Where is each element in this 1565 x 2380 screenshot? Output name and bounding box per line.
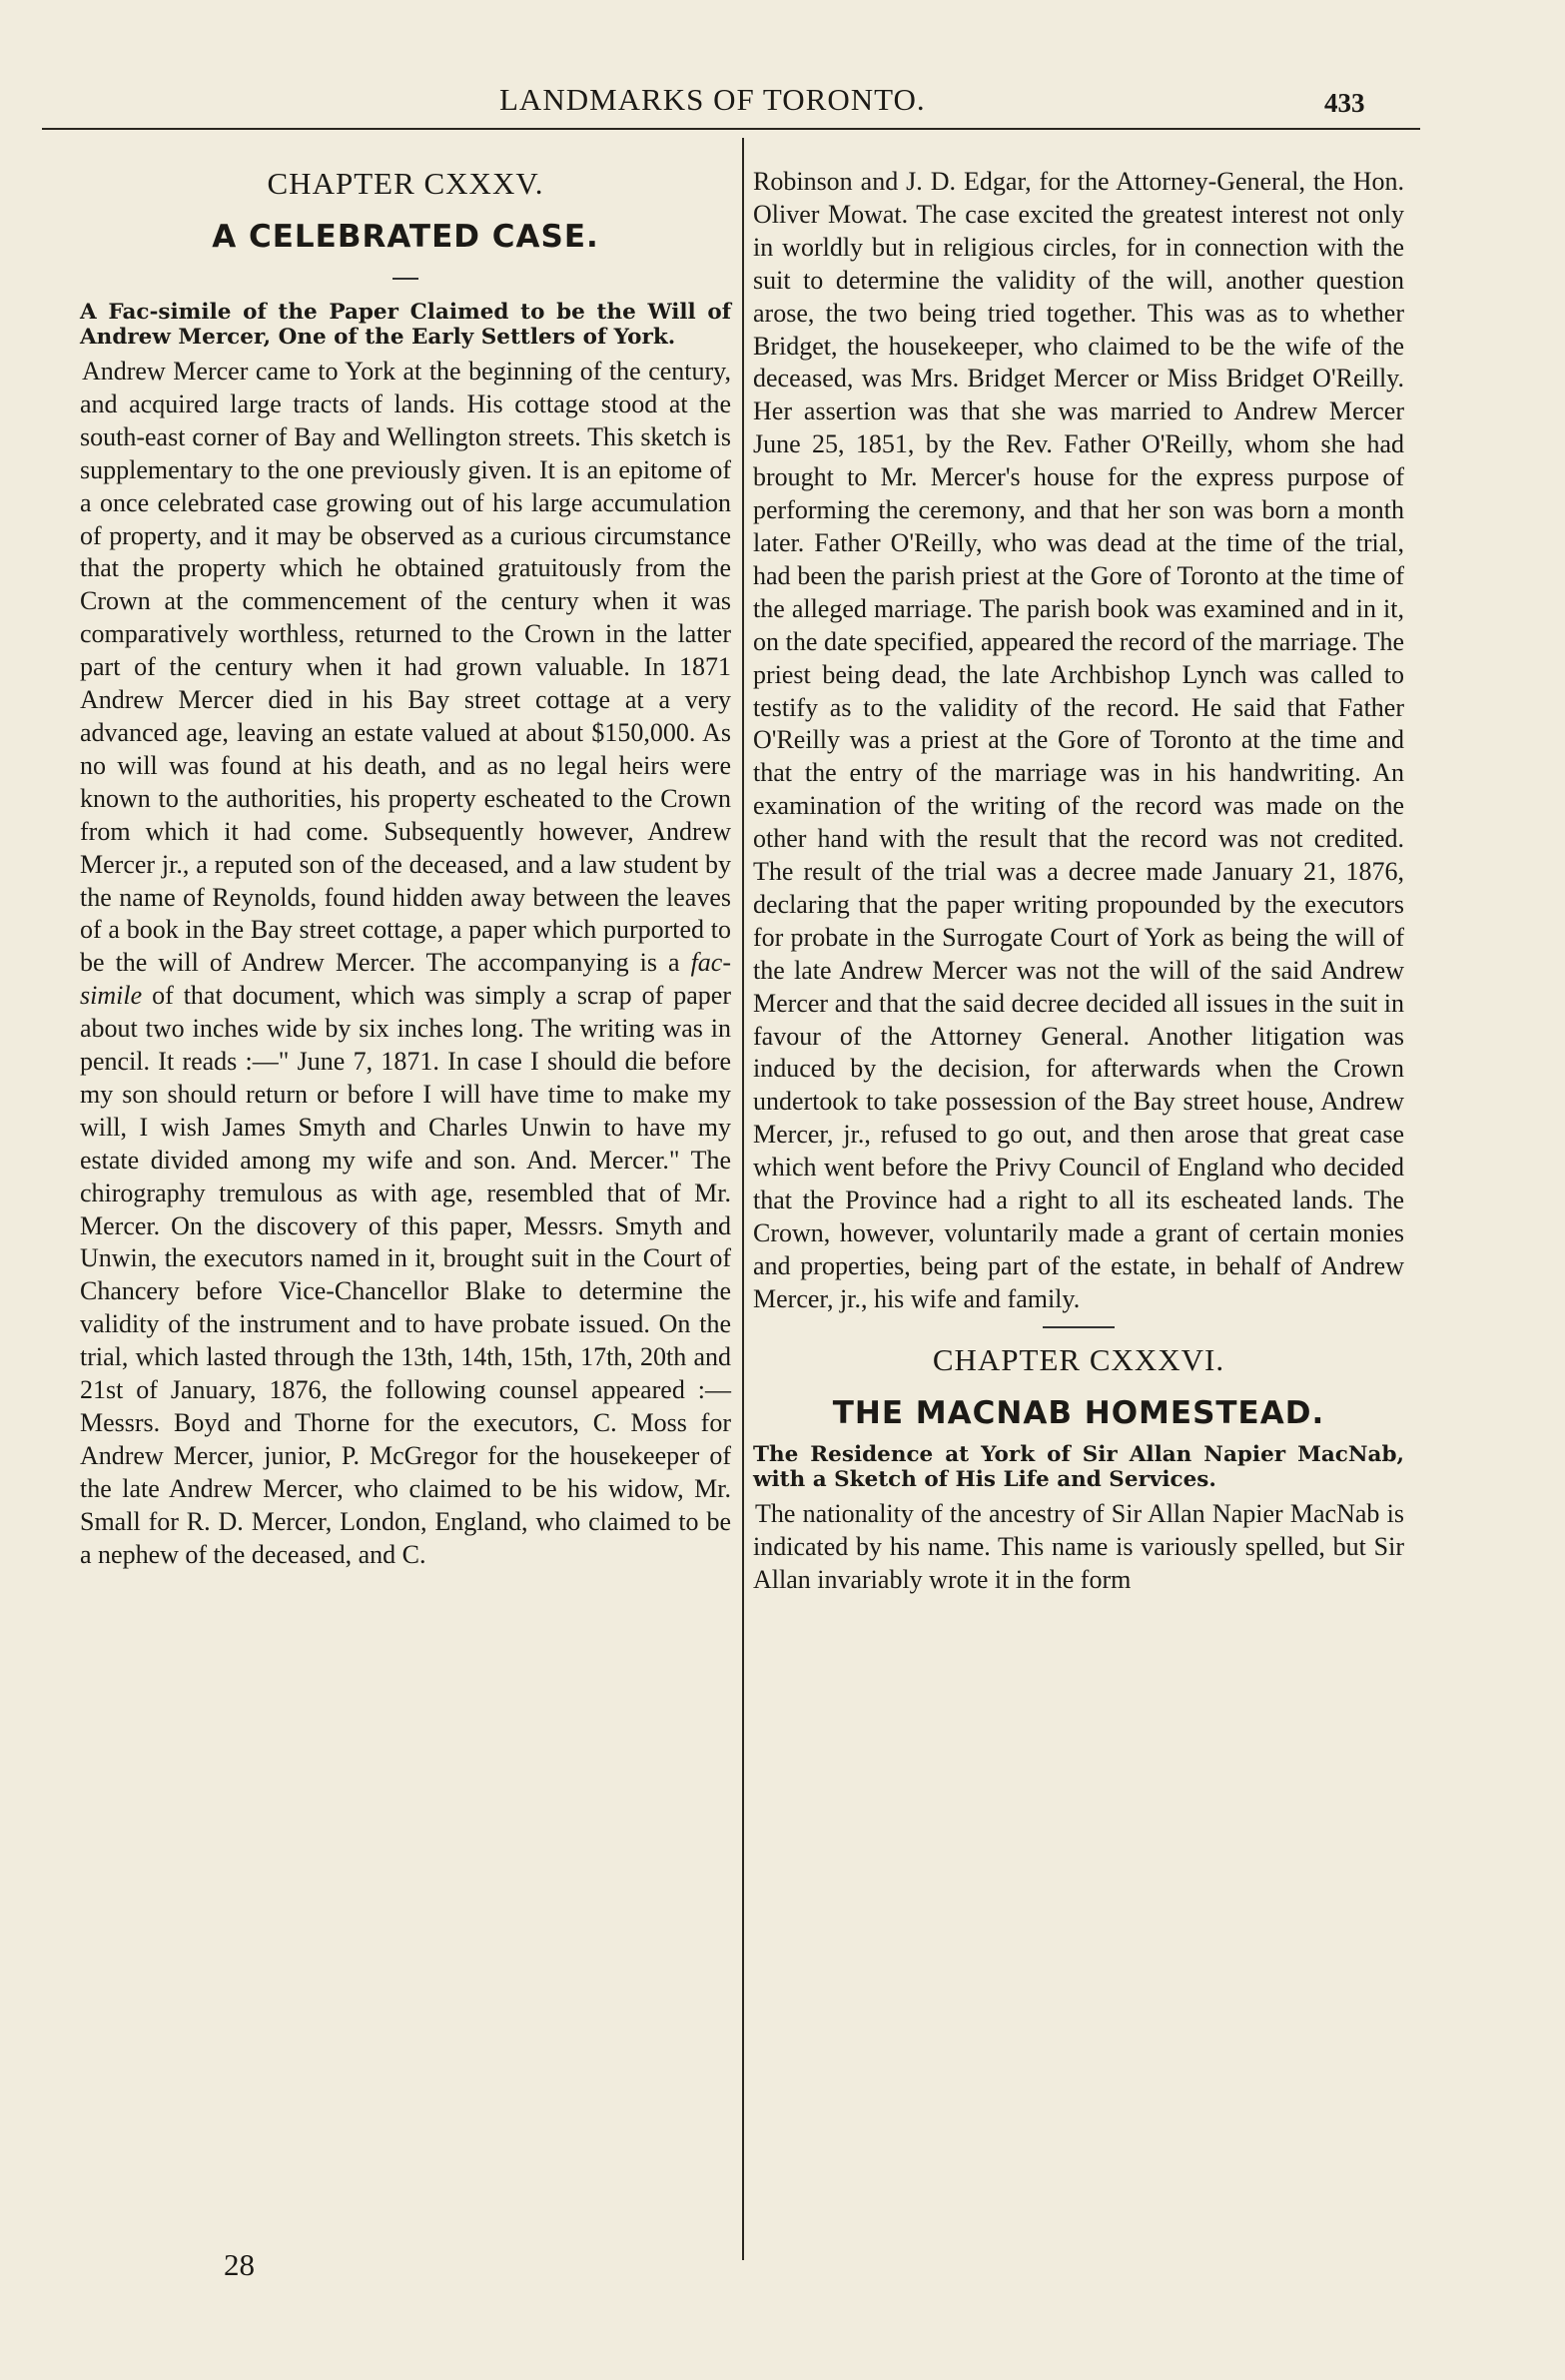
signature-mark: 28 <box>224 2247 255 2282</box>
chapter-subheading: A Fac-simile of the Paper Claimed to be the Will of Andrew Mercer, One of the Early Settlers of York. <box>80 300 731 350</box>
section-rule <box>392 278 418 280</box>
chapter-title: A CELEBRATED CASE. <box>212 219 599 255</box>
paragraph-text: of that document, which was simply a scrap of paper about two inches wide by six inches long. The writing was in pencil. It reads :—" June 7, 1871. In case I should die before my son should return or before I will have time to make my will, I wish James Smyth and Charles Unwin to have my estate divided among my wife and son. And. Mercer." The chirography tremulous as with age, resembled that of Mr. Mercer. On the discovery of this paper, Messrs. Smyth and Unwin, the executors named in it, brought suit in the Court of Chancery before Vice-Chancellor Blake to determine the validity of the instrument and to have probate issued. On the trial, which lasted through the 13th, 14th, 15th, 17th, 20th and 21st of January, 1876, the following counsel appeared :—Messrs. Boyd and Thorne for the executors, C. Moss for Andrew Mercer, junior, P. McGregor for the housekeeper of the late Andrew Mercer, who claimed to be his widow, Mr. Small for R. D. Mercer, London, England, who claimed to be a nephew of the deceased, and C. <box>80 981 731 1569</box>
italic-term: fac-simile <box>80 948 731 1011</box>
running-head <box>0 82 1565 130</box>
chapter-number: CHAPTER CXXXV. <box>267 166 544 201</box>
continued-paragraph: Robinson and J. D. Edgar, for the Attorney-General, the Hon. Oliver Mowat. The case excited the greatest interest not only in worldly but in religious circles, for in connection with the suit to determine the validity of the will, another question arose, the two being tried together. This was as to whether Bridget, the housekeeper, who claimed to be the wife of the deceased, was Mrs. Bridget Mercer or Miss Bridget O'Reilly. Her assertion was that she was married to Andrew Mercer June 25, 1851, by the Rev. Father O'Reilly, whom she had brought to Mr. Mercer's house for the express purpose of performing the ceremony, and that her son was born a month later. Father O'Reilly, who was dead at the time of the trial, had been the parish priest at the Gore of Toronto at the time of the alleged marriage. The parish book was examined and in it, on the date specified, appeared the record of the marriage. The priest being dead, the late Archbishop Lynch was called to testify as to the validity of the record. He said that Father O'Reilly was a priest at the Gore of Toronto at the time and that the entry of the marriage was in his handwriting. An examination of the writing of the record was made on the other hand with the result that the record was not credited. The result of the trial was a decree made January 21, 1876, declaring that the paper writing propounded by the executors for probate in the Surrogate Court of York as being the will of the late Andrew Mercer was not the will of the said Andrew Mercer and that the said decree decided all issues in the suit in favour of the Attorney General. Another litigation was induced by the decision, for afterwards when the Crown undertook to take possession of the Bay street house, Andrew Mercer, jr., refused to go out, and then arose that great case which went before the Privy Council of England who decided that the Province had a right to all its escheated lands. The Crown, however, voluntarily made a grant of certain monies and properties, being part of the estate, in behalf of Andrew Mercer, jr., his wife and family. <box>753 167 1404 1313</box>
column-divider <box>742 138 744 2260</box>
running-title: LANDMARKS OF TORONTO. <box>499 82 926 117</box>
header-rule <box>42 128 1420 130</box>
chapter-title: THE MACNAB HOMESTEAD. <box>832 1394 1325 1431</box>
chapter-number: CHAPTER CXXXVI. <box>932 1341 1225 1377</box>
chapter-subheading: The Residence at York of Sir Allan Napier MacNab, with a Sketch of His Life and Services. <box>753 1441 1404 1492</box>
paragraph-text: Andrew Mercer came to York at the beginning of the century, and acquired large tracts of lands. His cottage stood at the south-east corner of Bay and Wellington streets. This sketch is supplementary to the one previously given. It is an epitome of a once celebrated case growing out of his large accumulation of property, and it may be observed as a curious circumstance that the property which he obtained gratuitously from the Crown at the commencement of the century when it was comparatively worthless, returned to the Crown in the latter part of the century when it had grown valuable. In 1871 Andrew Mercer died in his Bay street cottage at a very advanced age, leaving an estate valued at about $150,000. As no will was found at his death, and as no legal heirs were known to the authorities, his property escheated to the Crown from which it had come. Subsequently however, Andrew Mercer jr., a reputed son of the deceased, and a law student by the name of Reynolds, found hidden away between the leaves of a book in the Bay street cottage, a paper which purported to be the will of Andrew Mercer. The accompanying is a <box>80 357 731 978</box>
right-column <box>753 166 1404 1596</box>
left-column <box>80 166 731 1572</box>
body-paragraph: The nationality of the ancestry of Sir Allan Napier MacNab is indicated by his name. This name is variously spelled, but Sir Allan invariably wrote it in the form <box>753 1498 1404 1594</box>
page-number: 433 <box>1324 88 1365 118</box>
section-rule <box>1043 1326 1115 1328</box>
body-paragraph <box>80 356 731 1572</box>
